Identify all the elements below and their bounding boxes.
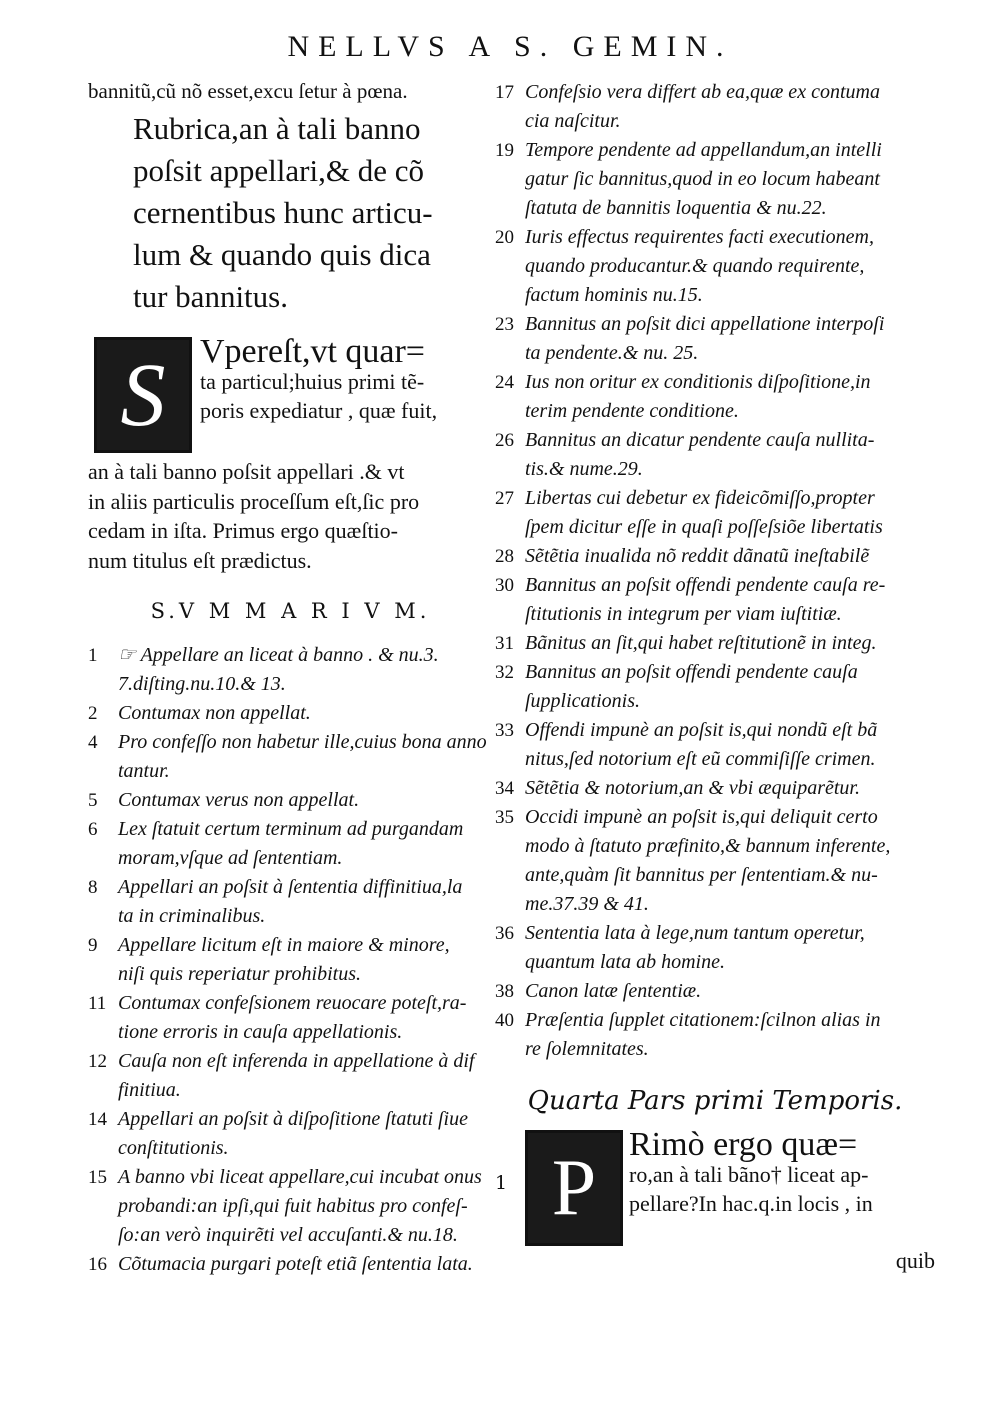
entry-number: 5 [88, 790, 98, 811]
entry-text: Contumax confeſsionem reuocare poteſt,ra- [118, 992, 467, 1014]
entry-text: Pro confeſſo non habetur ille,cuius bona anno [118, 731, 487, 753]
intro-line: ta particul;huius primi tẽ- [200, 368, 425, 394]
entry-number [495, 1035, 525, 1064]
entry-text: modo à ſtatuto præfinito,& bannum inferente, [525, 835, 891, 857]
summary-entry-line [88, 1105, 493, 1134]
entry-text: terim pendente conditione. [525, 400, 739, 422]
entry-number [88, 1221, 118, 1250]
rubric [88, 111, 493, 315]
entry-text: tis.& nume.29. [525, 458, 643, 480]
summary-entry-line [495, 774, 935, 803]
summary-entry-line [495, 919, 935, 948]
summary-entry-line [495, 687, 935, 716]
entry-number: 24 [495, 372, 514, 393]
summary-entry-line [88, 931, 493, 960]
intro-line: poris expediatur , quæ fuit, [200, 398, 438, 423]
entry-number [495, 339, 525, 368]
summary-entry-line [495, 136, 935, 165]
summary-entry-line [495, 542, 935, 571]
summary-entry-line [88, 1221, 493, 1250]
margin-number: 1 [495, 1172, 508, 1194]
entry-number [88, 757, 118, 786]
entry-number: 27 [495, 488, 514, 509]
entry-text: re ſolemnitates. [525, 1038, 649, 1060]
summary-entry-line [495, 397, 935, 426]
entry-number: 2 [88, 703, 98, 724]
summary-entry-line [495, 948, 935, 977]
summary-entry-line [495, 165, 935, 194]
entry-text: Sẽtẽtia & notorium,an & vbi æquiparẽtur. [525, 777, 860, 799]
entry-number: 33 [495, 720, 514, 741]
summary-entry-line [88, 815, 493, 844]
summary-entry-line [495, 832, 935, 861]
summary-entry-line [88, 786, 493, 815]
summary-entry-line [495, 223, 935, 252]
summary-entry-line [495, 1006, 935, 1035]
entry-number: 11 [88, 993, 107, 1014]
entry-number: 20 [495, 227, 514, 248]
entry-text: Sẽtẽtia inualida nõ reddit dãnatũ ineſtabilẽ [525, 545, 870, 567]
intro-line: num titulus eſt prædictus. [88, 547, 312, 573]
drop-cap-p-icon: P [525, 1130, 623, 1246]
entry-text: Cõtumacia purgari poteſt etiã ſententia lata. [118, 1253, 473, 1275]
summary-entry-line [88, 699, 493, 728]
entry-number [495, 861, 525, 890]
entry-text: Appellari an poſsit à ſententia diffinitiua,la [118, 876, 463, 898]
entry-number: 35 [495, 807, 514, 828]
entry-text: Bãnitus an ſit,qui habet reſtitutionẽ in integ. [525, 632, 877, 654]
summary-entry-line [88, 641, 493, 670]
intro-line: cedam in iſta. Primus ergo quæſtio- [88, 518, 398, 543]
summary-entry-line [495, 890, 935, 919]
summary-entry-line [88, 1134, 493, 1163]
entry-text: A banno vbi liceat appellare,cui incubat onus [118, 1166, 482, 1188]
summary-entry-line [88, 1192, 493, 1221]
summary-entry-line [88, 902, 493, 931]
final-line: pellare?In hac.q.in locis , in [629, 1191, 873, 1216]
entry-text: tantur. [118, 760, 170, 782]
final-line: ro,an à tali bãno† liceat ap- [629, 1161, 869, 1187]
summary-entry-line [88, 1018, 493, 1047]
entry-text: ſupplicationis. [525, 690, 640, 712]
entry-number [88, 902, 118, 931]
entry-number: 4 [88, 732, 98, 753]
entry-number: 14 [88, 1109, 107, 1130]
left-column [88, 78, 493, 1279]
summary-entry-line [495, 861, 935, 890]
right-column [495, 78, 935, 1276]
entry-number: 12 [88, 1051, 107, 1072]
summary-entry-line [88, 728, 493, 757]
entry-number [495, 890, 525, 919]
entry-number: 8 [88, 877, 98, 898]
entry-text: cia naſcitur. [525, 110, 621, 132]
summary-entry-line [495, 339, 935, 368]
entry-number [495, 513, 525, 542]
entry-number [495, 832, 525, 861]
entry-number: 28 [495, 546, 514, 567]
entry-number: 16 [88, 1254, 107, 1275]
summary-entry-line [495, 803, 935, 832]
entry-text: ☞ Appellare an liceat à banno . & nu.3. [118, 644, 439, 666]
entry-text: Contumax verus non appellat. [118, 789, 360, 811]
entry-text: ſpem dicitur eſſe in quaſi poſſeſsiõe libertatis [525, 516, 883, 538]
summary-entry-line [495, 455, 935, 484]
entry-text: Offendi impunè an poſsit is,qui nondũ eſt bã [525, 719, 878, 741]
entry-text: Confeſsio vera differt ab ea,quæ ex contuma [525, 81, 880, 103]
entry-number: 15 [88, 1167, 107, 1188]
summary-entry-line [495, 571, 935, 600]
summary-entry-line [495, 194, 935, 223]
summary-entry-line [88, 989, 493, 1018]
entry-number: 36 [495, 923, 514, 944]
catchword: quib [895, 1248, 935, 1273]
entry-text: Canon latæ ſententiæ. [525, 980, 702, 1002]
rubric-line: lum & quando quis dica [133, 237, 431, 272]
entry-text: Tempore pendente ad appellandum,an intelli [525, 139, 882, 161]
entry-text: ante,quàm ſit bannitus per ſententiam.& nu- [525, 864, 878, 886]
entry-text: moram,vſque ad ſententiam. [118, 847, 343, 869]
entry-text: ſtitutionis in integrum per viam iuſtitiæ. [525, 603, 842, 625]
entry-number [495, 194, 525, 223]
entry-number: 17 [495, 82, 514, 103]
entry-number [495, 281, 525, 310]
entry-text: Occidi impunè an poſsit is,qui deliquit certo [525, 806, 878, 828]
summary-entry-line [88, 1076, 493, 1105]
entry-number: 34 [495, 778, 514, 799]
entry-number [495, 107, 525, 136]
summary-entry-line [88, 1250, 493, 1279]
entry-number [88, 1076, 118, 1105]
entry-number [495, 745, 525, 774]
summary-list-right [495, 78, 935, 1064]
running-head: NELLVS A S. GEMIN. [287, 30, 733, 63]
entry-number: 26 [495, 430, 514, 451]
entry-text: tione erroris in cauſa appellationis. [118, 1021, 403, 1043]
entry-text: me.37.39 & 41. [525, 893, 649, 915]
entry-number: 1 [88, 645, 98, 666]
summary-entry-line [495, 78, 935, 107]
entry-number [495, 455, 525, 484]
entry-text: ſtatuta de bannitis loquentia & nu.22. [525, 197, 827, 219]
intro-line: an à tali banno poſsit appellari .& vt [88, 459, 405, 484]
entry-number: 9 [88, 935, 98, 956]
entry-text: Sententia lata à lege,num tantum operetur, [525, 922, 865, 944]
entry-number: 6 [88, 819, 98, 840]
summary-entry-line [495, 484, 935, 513]
entry-number: 38 [495, 981, 514, 1002]
entry-text: Contumax non appellat. [118, 702, 311, 724]
entry-number [495, 252, 525, 281]
entry-text: quando producantur.& quando requirente, [525, 255, 865, 277]
entry-number [88, 670, 118, 699]
entry-text: factum hominis nu.15. [525, 284, 703, 306]
entry-number: 31 [495, 633, 514, 654]
summary-list-left [88, 641, 493, 1279]
entry-number: 30 [495, 575, 514, 596]
summary-entry-line [495, 513, 935, 542]
entry-text: Præſentia ſupplet citationem:ſcilnon alias in [525, 1009, 881, 1031]
entry-text: Bannitus an dicatur pendente cauſa nullita- [525, 429, 875, 451]
entry-text: Cauſa non eſt inferenda in appellatione à dif [118, 1050, 475, 1072]
intro-big: Vpereſt,vt quar= [200, 333, 425, 370]
entry-text: Bannitus an poſsit dici appellatione interpoſi [525, 313, 885, 335]
entry-text: ſo:an verò inquirẽti vel accuſanti.& nu.18. [118, 1224, 458, 1246]
final-paragraph [495, 1126, 935, 1276]
summary-entry-line [88, 670, 493, 699]
entry-text: niſi quis reperiatur prohibitus. [118, 963, 361, 985]
summary-entry-line [88, 960, 493, 989]
entry-text: ta pendente.& nu. 25. [525, 342, 699, 364]
entry-number: 40 [495, 1010, 514, 1031]
entry-text: Bannitus an poſsit offendi pendente cauſa [525, 661, 858, 683]
entry-number: 23 [495, 314, 514, 335]
entry-text: finitiua. [118, 1079, 181, 1101]
summary-entry-line [495, 252, 935, 281]
entry-number [495, 600, 525, 629]
entry-text: quantum lata ab homine. [525, 951, 725, 973]
summary-entry-line [495, 426, 935, 455]
summary-entry-line [88, 844, 493, 873]
rubric-line: cernentibus hunc articu- [133, 195, 433, 230]
summary-entry-line [495, 977, 935, 1006]
entry-text: Bannitus an poſsit offendi pendente cauſa re- [525, 574, 886, 596]
rubric-line: tur bannitus. [133, 279, 288, 314]
entry-number [88, 1192, 118, 1221]
final-big: Rimò ergo quæ= [629, 1126, 858, 1163]
entry-text: gatur ſic bannitus,quod in eo locum habeant [525, 168, 880, 190]
entry-number: 19 [495, 140, 514, 161]
first-line: bannitũ,cũ nõ esset,excu ſetur à pœna. [88, 79, 408, 103]
entry-number [495, 165, 525, 194]
summarium-title: S.V M M A R I V M. [150, 599, 431, 623]
summary-entry-line [495, 310, 935, 339]
entry-text: Appellare licitum eſt in maiore & minore, [118, 934, 450, 956]
entry-text: probandi:an ipſi,qui fuit habitus pro confeſ- [118, 1195, 468, 1217]
entry-number [495, 948, 525, 977]
entry-text: Iuris effectus requirentes facti executionem, [525, 226, 874, 248]
summary-entry-line [495, 745, 935, 774]
summary-entry-line [88, 1047, 493, 1076]
entry-text: 7.diſting.nu.10.& 13. [118, 673, 286, 695]
drop-cap-s-icon: S [94, 337, 192, 453]
intro-line: in aliis particulis proceſſum eſt,ſic pro [88, 488, 420, 514]
entry-text: ta in criminalibus. [118, 905, 266, 927]
intro-paragraph [88, 333, 493, 575]
rubric-line: poſsit appellari,& de cõ [133, 153, 424, 188]
summary-entry-line [495, 368, 935, 397]
summary-entry-line [495, 658, 935, 687]
summary-entry-line [88, 757, 493, 786]
summary-entry-line [88, 873, 493, 902]
summary-entry-line [495, 716, 935, 745]
entry-number [88, 960, 118, 989]
section-title: Quarta Pars primi Temporis. [527, 1086, 903, 1116]
entry-text: Ius non oritur ex conditionis diſpoſitione,in [525, 371, 871, 393]
rubric-line: Rubrica,an à tali banno [133, 111, 421, 146]
entry-text: conſtitutionis. [118, 1137, 229, 1159]
summary-entry-line [495, 600, 935, 629]
summary-entry-line [495, 629, 935, 658]
summary-entry-line [88, 1163, 493, 1192]
entry-text: Lex ſtatuit certum terminum ad purgandam [118, 818, 464, 840]
summary-entry-line [495, 1035, 935, 1064]
entry-number [495, 687, 525, 716]
summary-entry-line [495, 281, 935, 310]
entry-text: Appellari an poſsit à diſpoſitione ſtatuti ſiue [118, 1108, 468, 1130]
entry-number [88, 1134, 118, 1163]
summary-entry-line [495, 107, 935, 136]
entry-text: Libertas cui debetur ex fideicõmiſſo,propter [525, 487, 875, 509]
entry-number [88, 844, 118, 873]
entry-number: 32 [495, 662, 514, 683]
entry-number [88, 1018, 118, 1047]
entry-text: nitus,ſed notorium eſt eũ commiſiſſe crimen. [525, 748, 876, 770]
entry-number [495, 397, 525, 426]
